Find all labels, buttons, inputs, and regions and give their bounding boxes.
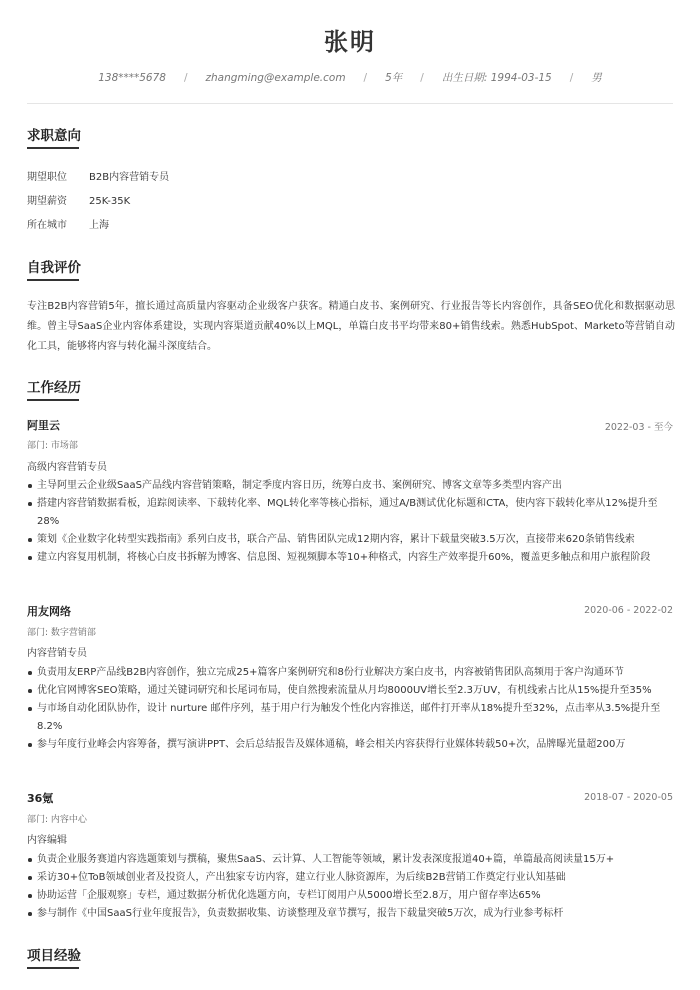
job-company: 36氪 [27,792,54,805]
list-item: 协助运营「企服观察」专栏，通过数据分析优化选题方向，专栏订阅用户从5000增长至2.8万，用户留存率达65% [27,887,677,905]
list-item: 负责企业服务赛道内容选题策划与撰稿，聚焦SaaS、云计算、人工智能等领域，累计发表深度报道40+篇，单篇最高阅读量15万+ [27,851,677,869]
experience-years: 5年 [385,72,403,84]
separator: / [183,72,188,84]
intent-row-city [27,216,109,231]
job-bullets [27,664,677,754]
separator: / [420,72,424,84]
section-title-intent: 求职意向 [27,128,81,144]
job-company: 阿里云 [27,419,60,432]
list-item: 搭建内容营销数据看板，追踪阅读率、下载转化率、MQL转化率等核心指标，通过A/B测试优化标题和CTA，使内容下载转化率从12%提升至28% [27,495,677,531]
phone-text: 138****5678 [98,72,166,84]
birth-date: 出生日期: 1994-03-15 [441,72,552,84]
gender-text: 男 [591,72,602,84]
separator: / [569,72,574,84]
intent-row-position [27,168,169,183]
job-bullets [27,851,677,923]
intent-value: B2B内容营销专员 [89,172,170,183]
list-item: 建立内容复用机制，将核心白皮书拆解为博客、信息图、短视频脚本等10+种格式，内容生产效率提升60%，覆盖更多触点和用户旅程阶段 [27,549,677,567]
section-title-projects: 项目经验 [27,948,81,964]
intent-row-salary [27,192,130,207]
job-bullets [27,477,677,567]
intent-label: 期望职位 [27,172,67,183]
intent-label: 所在城市 [27,220,67,231]
list-item: 策划《企业数字化转型实践指南》系列白皮书，联合产品、销售团队完成12期内容，累计下载量突破3.5万次，直接带来620条销售线索 [27,531,677,549]
email-text: zhangming@example.com [205,72,346,84]
separator: / [363,72,368,84]
section-underline [27,147,79,149]
job-role: 内容营销专员 [27,648,87,659]
list-item: 优化官网博客SEO策略，通过关键词研究和长尾词布局，使自然搜索流量从月均8000UV增长至2.3万UV，有机线索占比从15%提升至35% [27,682,677,700]
job-department: 部门: 内容中心 [27,815,87,825]
list-item: 参与制作《中国SaaS行业年度报告》，负责数据收集、访谈整理及章节撰写，报告下载量突破5万次，成为行业参考标杆 [27,905,677,923]
header-divider [27,103,673,104]
list-item: 主导阿里云企业级SaaS产品线内容营销策略，制定季度内容日历，统筹白皮书、案例研究、博客文章等多类型内容产出 [27,477,677,495]
job-date: 2022-03 - 至今 [604,422,673,433]
intent-label: 期望薪资 [27,196,67,207]
job-company: 用友网络 [27,605,71,618]
section-title-summary: 自我评价 [27,260,81,276]
job-department: 部门: 数字营销部 [27,628,96,638]
section-underline [27,967,79,969]
job-role: 高级内容营销专员 [27,462,107,473]
intent-value: 25K-35K [89,196,131,207]
list-item: 与市场自动化团队协作，设计 nurture 邮件序列，基于用户行为触发个性化内容推送，邮件打开率从18%提升至32%，点击率从3.5%提升至8.2% [27,700,677,736]
job-department: 部门: 市场部 [27,441,78,451]
section-underline [27,399,79,401]
list-item: 参与年度行业峰会内容筹备，撰写演讲PPT、会后总结报告及媒体通稿，峰会相关内容获得行业媒体转载50+次，品牌曝光量超200万 [27,736,677,754]
list-item: 负责用友ERP产品线B2B内容创作，独立完成25+篇客户案例研究和8份行业解决方案白皮书，内容被销售团队高频用于客户沟通环节 [27,664,677,682]
job-date: 2018-07 - 2020-05 [584,792,673,803]
list-item: 采访30+位ToB领域创业者及投资人，产出独家专访内容，建立行业人脉资源库，为后续B2B营销工作奠定行业认知基础 [27,869,677,887]
summary-text: 专注B2B内容营销5年，擅长通过高质量内容驱动企业级客户获客。精通白皮书、案例研究、行业报告等长内容创作，具备SEO优化和数据驱动思维。曾主导SaaS企业内容体系建设，实现内容渠道贡献40%以上MQL，单篇白皮书平均带来80+销售线索。熟悉HubSpot、Marketo等营销自动化工具，能够将内容与转化漏斗深度结合。 [27,301,675,352]
contact-line [0,70,700,85]
section-title-work: 工作经历 [27,380,81,396]
section-underline [27,279,79,281]
intent-value: 上海 [89,220,109,231]
job-date: 2020-06 - 2022-02 [584,605,673,616]
candidate-name: 张明 [324,28,376,56]
job-role: 内容编辑 [27,835,67,846]
